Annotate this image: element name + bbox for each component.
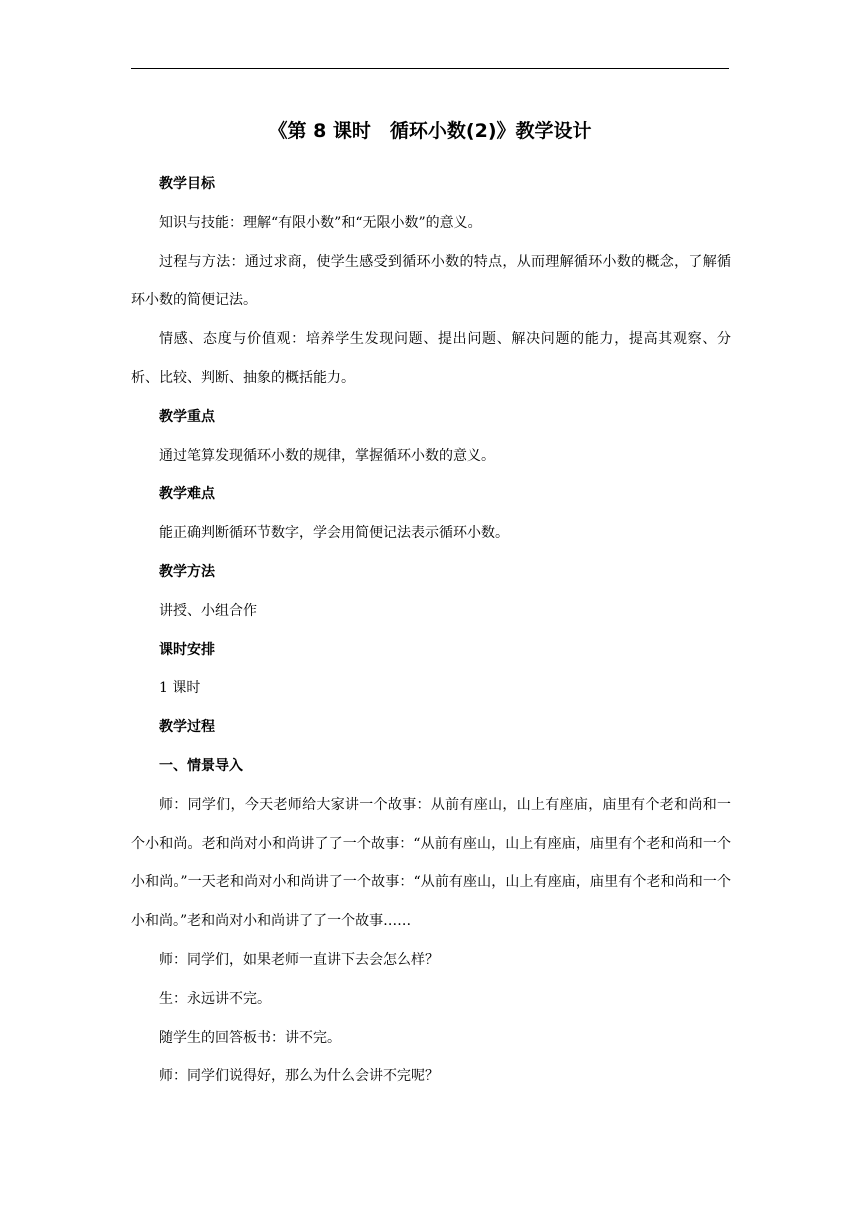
section-heading: 教学方法	[159, 563, 215, 580]
section-heading: 教学过程	[159, 719, 215, 736]
paragraph: 生：永远讲不完。	[159, 990, 271, 1007]
paragraph: 通过笔算发现循环小数的规律，掌握循环小数的意义。	[159, 447, 495, 464]
paragraph: 随学生的回答板书：讲不完。	[159, 1029, 341, 1046]
paragraph: 师：同学们，今天老师给大家讲一个故事：从前有座山，山上有座庙，庙里有个老和尚和一个小和尚。老和尚对小和尚讲了了一个故事：“从前有座山，山上有座庙，庙里有个老和尚和一个小和尚。”一天老和尚对小和尚讲了一个故事：“从前有座山，山上有座庙，庙里有个老和尚和一个小和尚。”老和尚对小和尚讲了了一个故事……	[131, 796, 731, 930]
section-heading: 教学重点	[159, 408, 215, 425]
paragraph: 能正确判断循环节数字，学会用简便记法表示循环小数。	[159, 525, 509, 542]
paragraph: 1 课时	[159, 680, 201, 697]
paragraph: 师：同学们，如果老师一直讲下去会怎么样？	[159, 951, 439, 968]
section-heading: 教学目标	[159, 176, 215, 192]
paragraph: 过程与方法：通过求商，使学生感受到循环小数的特点，从而理解循环小数的概念，了解循环小数的简便记法。	[131, 253, 731, 309]
document-title: 《第 8 课时 循环小数(2)》教学设计	[268, 120, 592, 142]
document-body	[131, 165, 731, 1096]
section-heading: 课时安排	[159, 641, 215, 658]
paragraph: 讲授、小组合作	[159, 602, 257, 619]
subsection-heading: 一、情景导入	[159, 757, 243, 774]
paragraph: 师：同学们说得好，那么为什么会讲不完呢？	[159, 1068, 439, 1085]
paragraph: 知识与技能：理解“有限小数”和“无限小数”的意义。	[159, 214, 482, 231]
header-rule	[131, 68, 729, 69]
section-heading: 教学难点	[159, 486, 215, 503]
paragraph: 情感、态度与价值观：培养学生发现问题、提出问题、解决问题的能力，提高其观察、分析、比较、判断、抽象的概括能力。	[131, 331, 731, 386]
